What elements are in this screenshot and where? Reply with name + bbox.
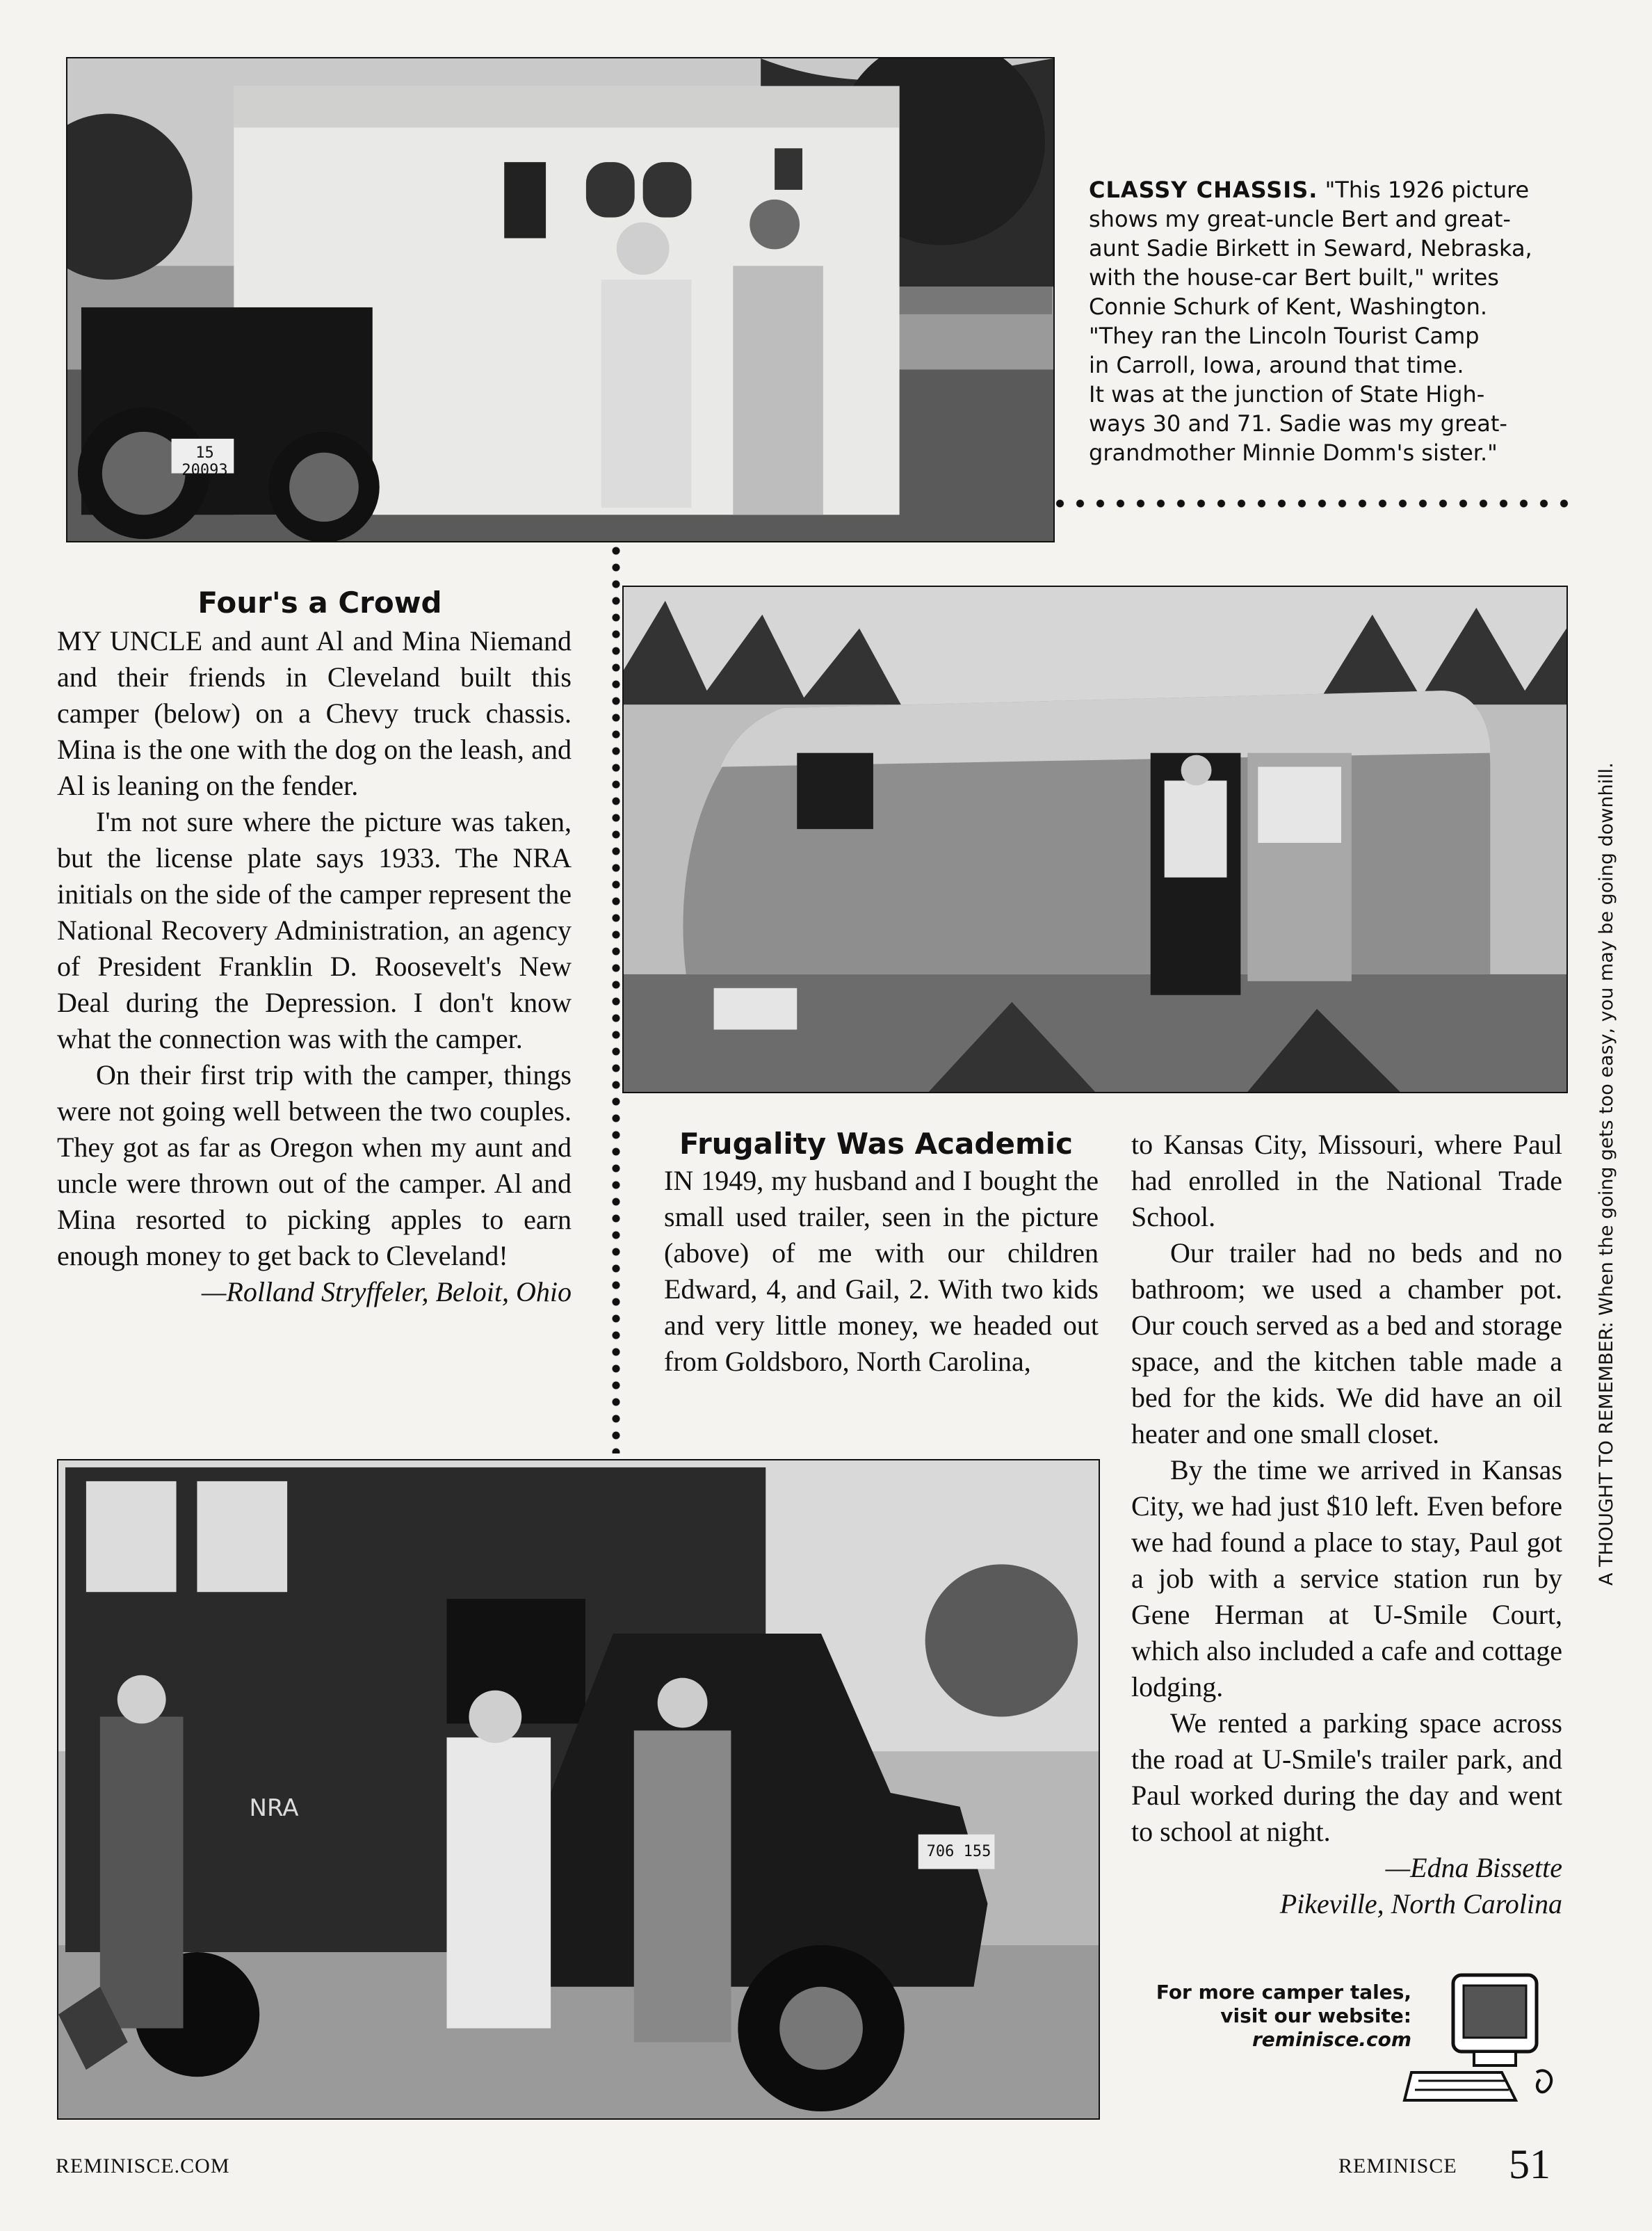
story2-col1: IN 1949, my husband and I bought the small used trailer, seen in the picture (above) of me with our children Edward, 4, and Gail, 2. With two kids and very little money, we headed out from Goldsboro, North Carolina,: [664, 1165, 1099, 1377]
caption-line-5: "They ran the Lincoln Tourist Camp: [1089, 323, 1480, 349]
thought-to-remember-text: A THOUGHT TO REMEMBER: When the going gets too easy, you may be going downhill.: [1596, 762, 1617, 1586]
dotted-divider-vertical: [612, 542, 620, 1453]
caption-line-8: ways 30 and 71. Sadie was my great-: [1089, 410, 1507, 437]
caption-line-7: It was at the junction of State High-: [1089, 381, 1485, 408]
caption-lead: CLASSY CHASSIS.: [1089, 177, 1318, 203]
license-plate-nra: 706 155: [926, 1843, 991, 1860]
story2-col2-p2: Our trailer had no beds and no bathroom; we used a chamber pot. Our couch served as a bed and storage space, and the kitchen table made a bed for the kids. We did have an oil heater and one small closet.: [1131, 1237, 1562, 1449]
story1-paragraph-0: MY UNCLE and aunt Al and Mina Niemand and their friends in Cleveland built this camper (below) on a Chevy truck chassis. Mina is the one with the dog on the leash, and Al is leaning on the fender.: [57, 625, 572, 801]
story2-col2-p1: to Kansas City, Missouri, where Paul had enrolled in the National Trade School.: [1131, 1129, 1562, 1232]
story1-byline: —Rolland Stryffeler, Beloit, Ohio: [201, 1276, 572, 1307]
photo-house-car: [66, 57, 1055, 542]
caption-line-6: in Carroll, Iowa, around that time.: [1089, 352, 1464, 378]
page-number: 51: [1509, 2141, 1550, 2187]
footer-website: REMINISCE.COM: [56, 2155, 230, 2177]
caption-line-1: shows my great-uncle Bert and great-: [1089, 206, 1511, 232]
promo-url[interactable]: reminisce.com: [1252, 2028, 1411, 2051]
license-plate: 15 20093: [181, 444, 228, 479]
website-promo: [1085, 1981, 1411, 2052]
promo-line-2: visit our website:: [1220, 2004, 1411, 2027]
frugality-headline: Frugality Was Academic: [679, 1127, 1074, 1161]
photo-nra-camper: [57, 1459, 1100, 2120]
frugality-col1: [664, 1163, 1099, 1380]
caption-line-9: grandmother Minnie Domm's sister.": [1089, 440, 1498, 466]
story2-col2-p4: We rented a parking space across the road at U-Smile's trailer park, and Paul worked during the day and went to school at night.: [1131, 1707, 1562, 1847]
caption-line-4: Connie Schurk of Kent, Washington.: [1089, 293, 1488, 320]
computer-icon: [1398, 1968, 1564, 2107]
story1-paragraph-1: I'm not sure where the picture was taken, but the license plate says 1933. The NRA initials on the side of the camper represent the National Recovery Administration, an agency of President Franklin D. Roosevelt's New Deal during the Depression. I don't know what the connection was with the camper.: [57, 806, 572, 1054]
story2-byline-place: Pikeville, North Carolina: [1279, 1888, 1562, 1919]
story2-byline-name: —Edna Bissette: [1385, 1852, 1562, 1883]
four-s-a-crowd-body: [57, 623, 572, 1310]
caption-line-2: aunt Sadie Birkett in Seward, Nebraska,: [1089, 235, 1532, 261]
story1-paragraph-2: On their first trip with the camper, things were not going well between the two couples. They got as far as Oregon when my aunt and uncle were thrown out of the camper. Al and Mina resorted to picking apples to earn enough money to get back to Cleveland!: [57, 1059, 572, 1271]
nra-logo: NRA: [249, 1794, 299, 1822]
promo-line-1: For more camper tales,: [1156, 1981, 1411, 2004]
footer-magazine: REMINISCE: [1338, 2155, 1457, 2177]
frugality-col2: [1131, 1127, 1562, 1922]
caption-line-3: with the house-car Bert built," writes: [1089, 264, 1499, 291]
four-s-a-crowd-headline: Four's a Crowd: [197, 586, 442, 620]
story2-col2-p3: By the time we arrived in Kansas City, we had just $10 left. Even before we had found a place to stay, Paul got a job with a service station run by Gene Herman at U-Smile Court, which also included a cafe and cottage lodging.: [1131, 1454, 1562, 1702]
caption-line-0: "This 1926 picture: [1325, 177, 1530, 203]
dotted-divider-top: [1050, 499, 1571, 508]
photo-trailer: [622, 586, 1568, 1093]
thought-to-remember-sidebar: [1596, 654, 1617, 1586]
classy-chassis-caption: [1089, 175, 1576, 467]
